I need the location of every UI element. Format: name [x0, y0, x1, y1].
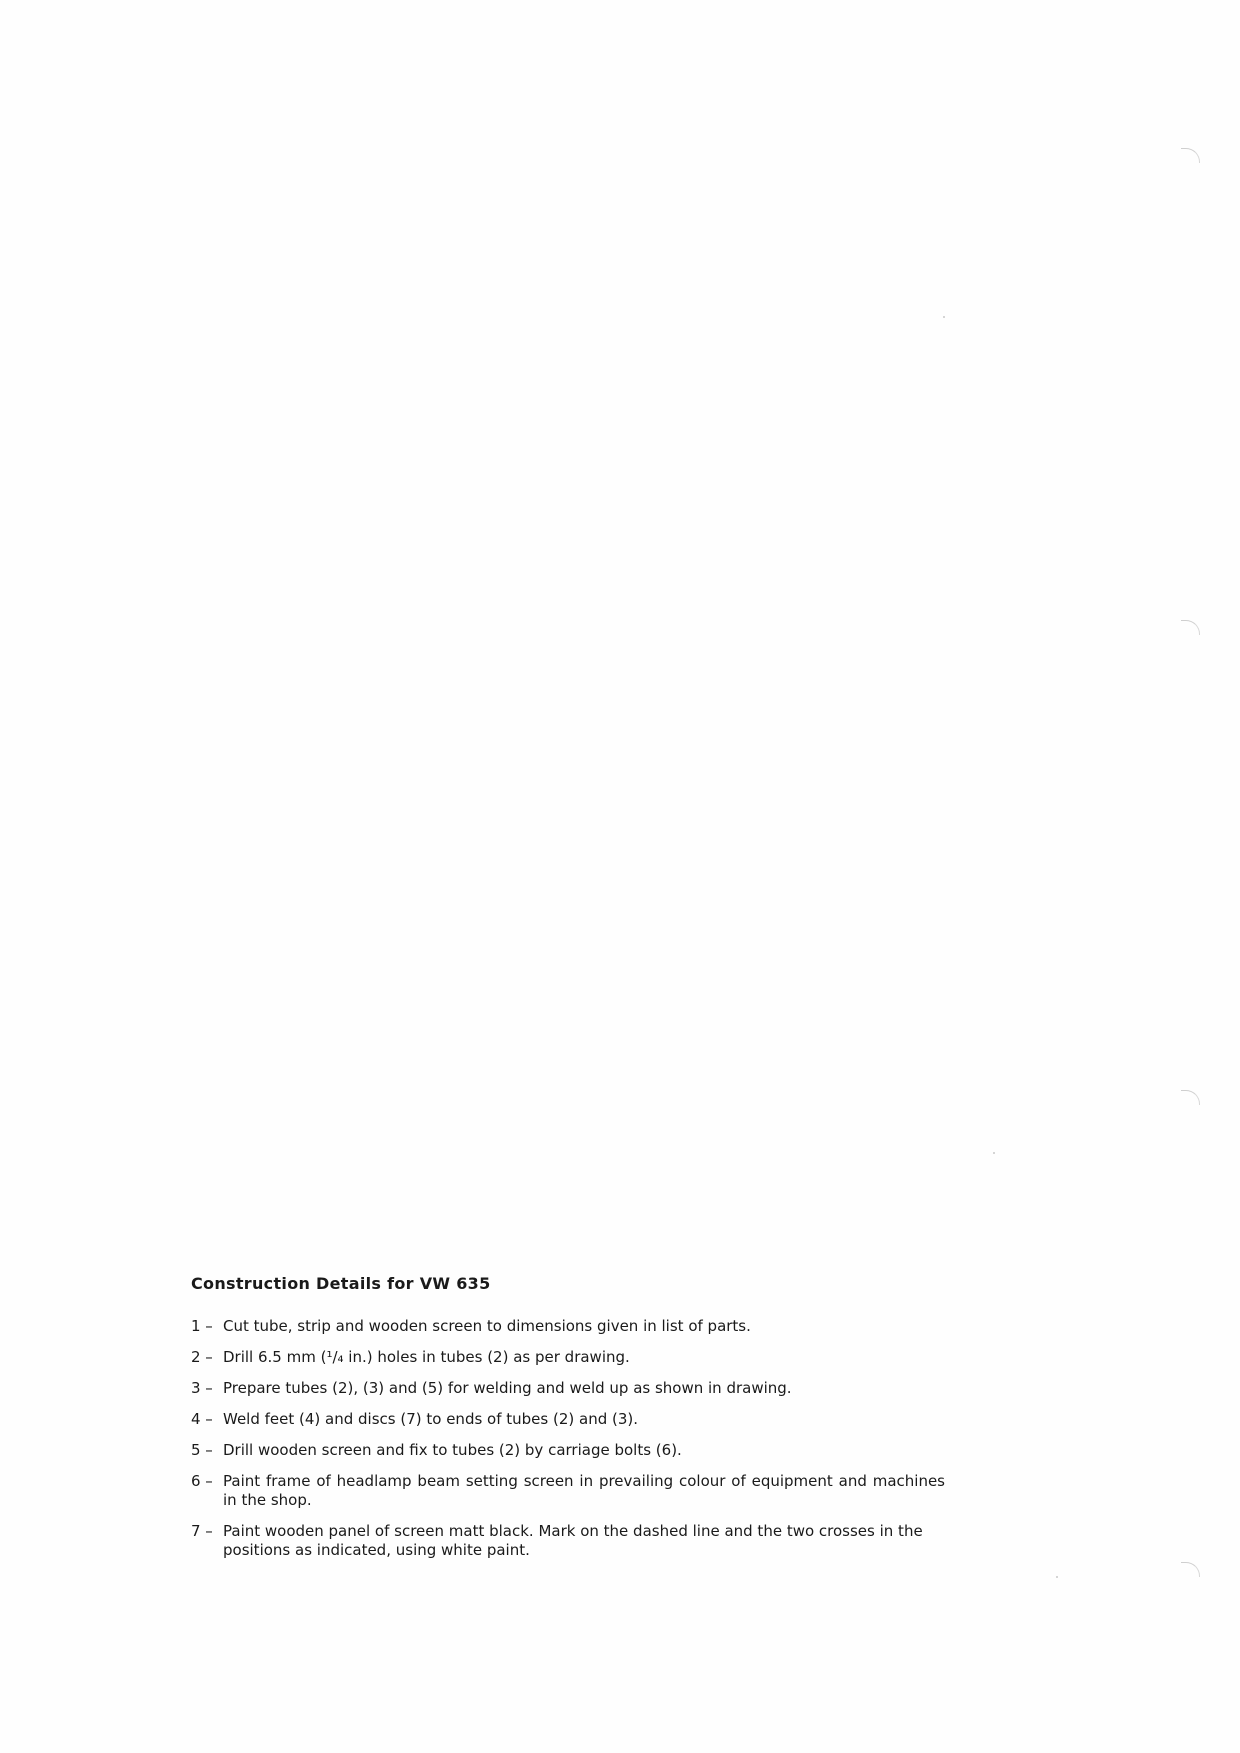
- list-item: [191, 1410, 971, 1429]
- step-number: 5 –: [191, 1441, 213, 1459]
- list-item: [191, 1472, 971, 1510]
- paper-speck: [943, 316, 945, 318]
- step-text: Drill wooden screen and fix to tubes (2) by carriage bolts (6).: [223, 1441, 682, 1459]
- step-text: Paint frame of headlamp beam setting screen in prevailing colour of equipment and machines in the shop.: [223, 1472, 945, 1509]
- binder-hole-mark: [1181, 1562, 1200, 1577]
- section-title: Construction Details for VW 635: [191, 1274, 491, 1293]
- construction-details-section: [191, 1274, 971, 1572]
- paper-speck: [1056, 1576, 1058, 1578]
- binder-hole-mark: [1181, 1090, 1200, 1105]
- step-number: 4 –: [191, 1410, 213, 1428]
- list-item: [191, 1522, 971, 1560]
- step-text: Drill 6.5 mm (¹/₄ in.) holes in tubes (2) as per drawing.: [223, 1348, 630, 1366]
- step-number: 6 –: [191, 1472, 213, 1490]
- steps-list: [191, 1317, 971, 1560]
- paper-speck: [993, 1152, 995, 1154]
- step-number: 7 –: [191, 1522, 213, 1540]
- list-item: [191, 1317, 971, 1336]
- binder-hole-mark: [1181, 148, 1200, 163]
- step-text: Prepare tubes (2), (3) and (5) for welding and weld up as shown in drawing.: [223, 1379, 792, 1397]
- step-number: 2 –: [191, 1348, 213, 1366]
- step-text: Weld feet (4) and discs (7) to ends of tubes (2) and (3).: [223, 1410, 639, 1428]
- step-text: Paint wooden panel of screen matt black. Mark on the dashed line and the two crosses in the positions as indicated, using white paint.: [223, 1522, 923, 1559]
- binder-hole-mark: [1181, 620, 1200, 635]
- list-item: [191, 1348, 971, 1367]
- step-number: 3 –: [191, 1379, 213, 1397]
- step-number: 1 –: [191, 1317, 213, 1335]
- list-item: [191, 1441, 971, 1460]
- step-text: Cut tube, strip and wooden screen to dimensions given in list of parts.: [223, 1317, 751, 1335]
- list-item: [191, 1379, 971, 1398]
